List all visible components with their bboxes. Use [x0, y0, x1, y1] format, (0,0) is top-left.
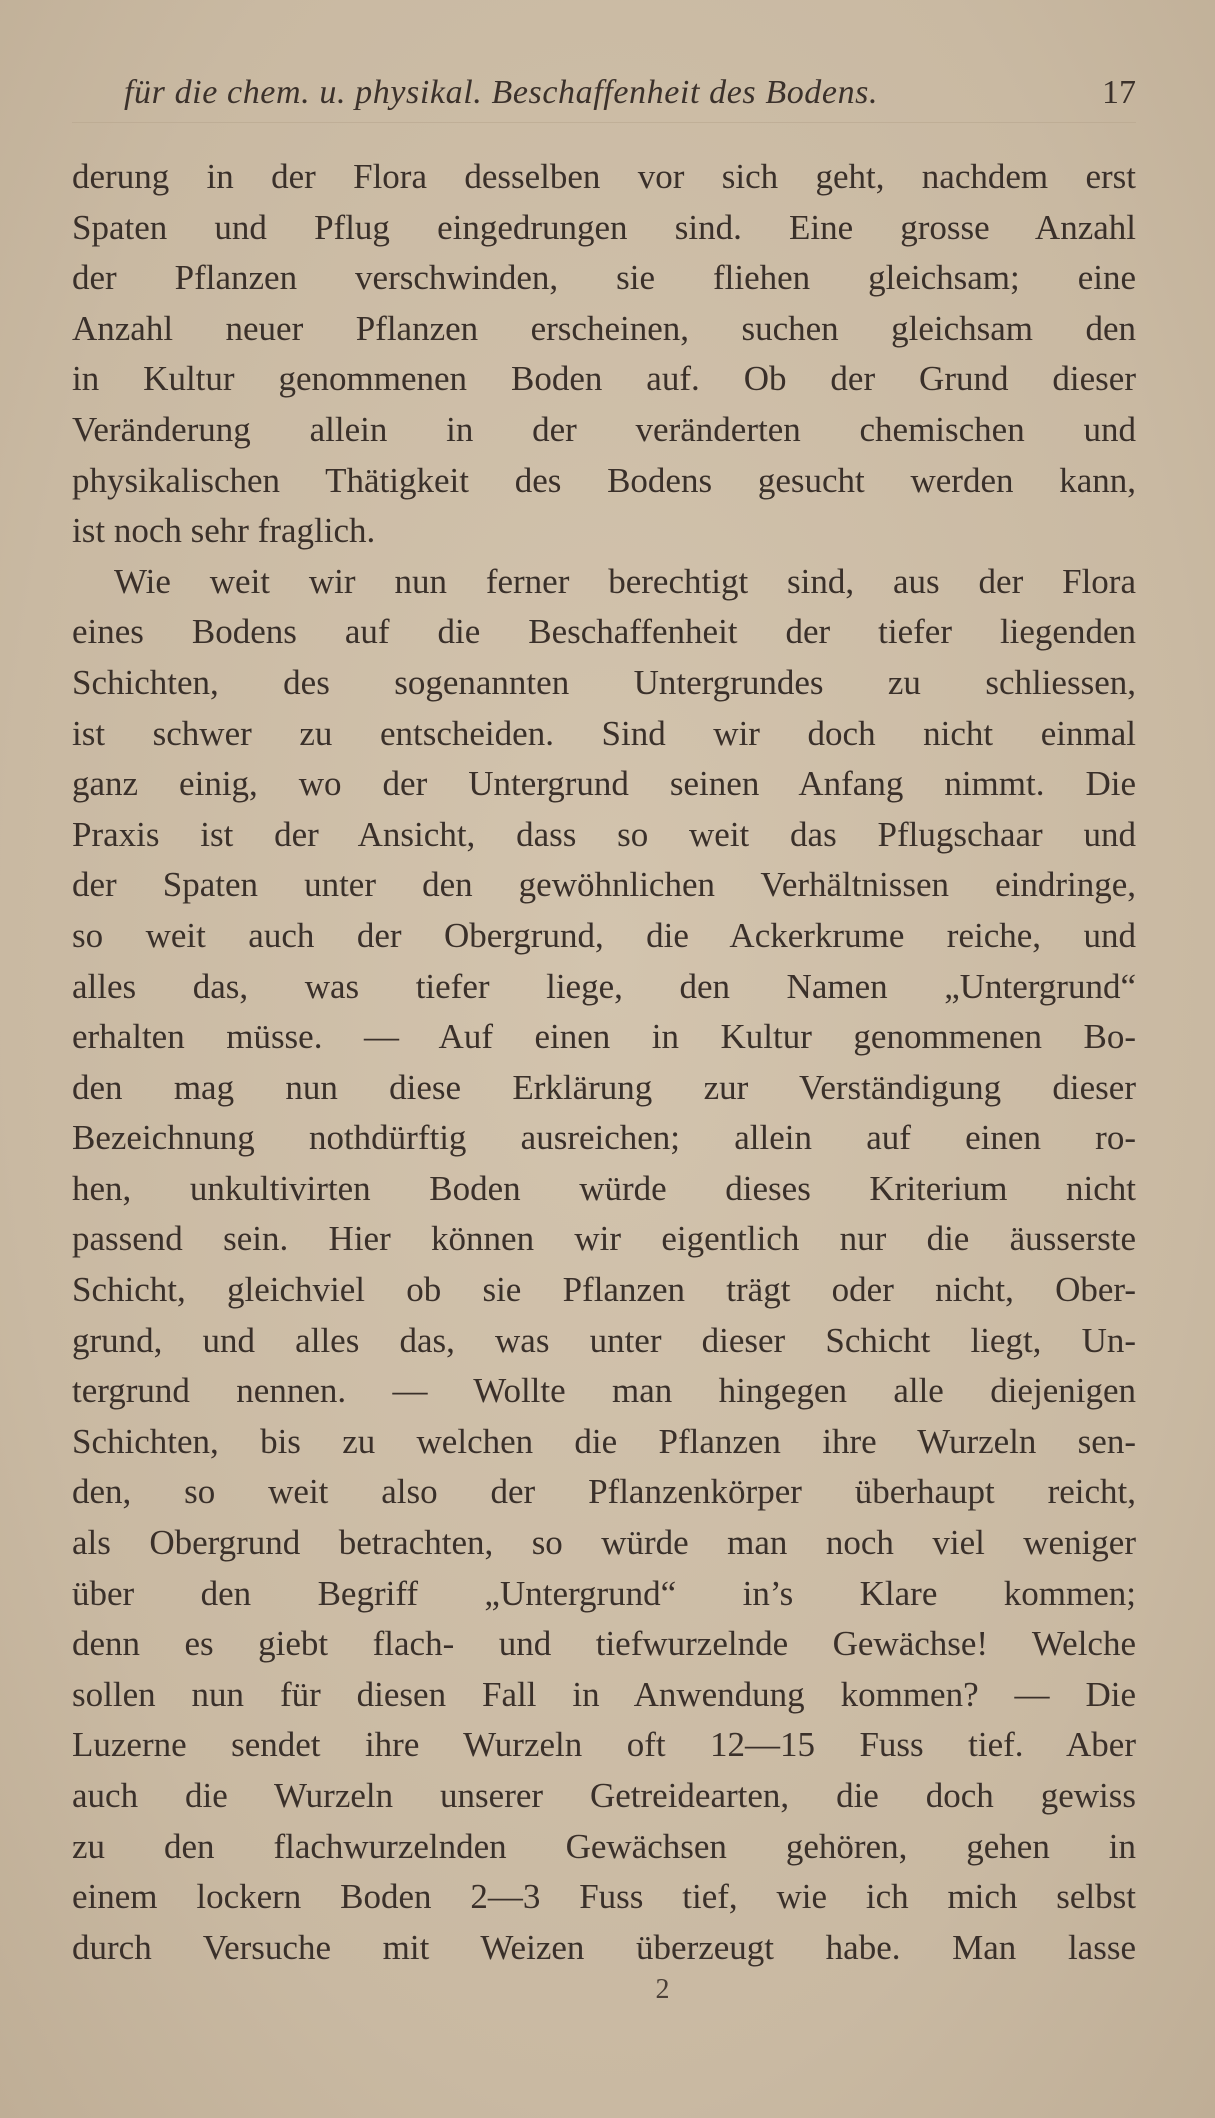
- text-line: Veränderung allein in der veränderten chemischen und: [72, 409, 1136, 449]
- text-line: alles das, was tiefer liege, den Namen „Untergrund“: [72, 966, 1136, 1006]
- body-text: [72, 152, 1136, 1973]
- text-line: zu den flachwurzelnden Gewächsen gehören, gehen in: [72, 1826, 1136, 1866]
- text-line: den mag nun diese Erklärung zur Verständigung dieser: [72, 1067, 1136, 1107]
- text-line: erhalten müsse. — Auf einen in Kultur genommenen Bo-: [72, 1017, 1136, 1057]
- text-line: auch die Wurzeln unserer Getreidearten, die doch gewiss: [72, 1776, 1136, 1815]
- text-line: ist schwer zu entscheiden. Sind wir doch nicht einmal: [72, 713, 1136, 753]
- text-line: als Obergrund betrachten, so würde man noch viel weniger: [72, 1523, 1136, 1563]
- text-line: grund, und alles das, was unter dieser Schicht liegt, Un-: [72, 1320, 1136, 1360]
- text-line: ist noch sehr fraglich.: [72, 511, 376, 551]
- text-line: hen, unkultivirten Boden würde dieses Kriterium nicht: [72, 1168, 1136, 1208]
- running-head: [72, 68, 1136, 118]
- page-number: 17: [1102, 74, 1136, 111]
- text-line: über den Begriff „Untergrund“ in’s Klare kommen;: [72, 1573, 1136, 1613]
- text-line: Wie weit wir nun ferner berechtigt sind, aus der Flora: [114, 561, 1136, 601]
- running-head-title: für die chem. u. physikal. Beschaffenheit des Bodens.: [124, 74, 879, 111]
- text-line: sollen nun für diesen Fall in Anwendung kommen? — Die: [72, 1674, 1136, 1714]
- text-line: Anzahl neuer Pflanzen erscheinen, suchen gleichsam den: [72, 308, 1136, 348]
- text-line: Schicht, gleichviel ob sie Pflanzen trägt oder nicht, Ober-: [72, 1270, 1136, 1310]
- text-line: Praxis ist der Ansicht, dass so weit das Pflugschaar und: [72, 814, 1136, 854]
- text-line: der Spaten unter den gewöhnlichen Verhältnissen eindringe,: [72, 865, 1136, 905]
- text-line: tergrund nennen. — Wollte man hingegen alle diejenigen: [72, 1371, 1136, 1411]
- text-line: so weit auch der Obergrund, die Ackerkrume reiche, und: [72, 915, 1136, 955]
- text-line: in Kultur genommenen Boden auf. Ob der Grund dieser: [72, 359, 1136, 399]
- text-line: ganz einig, wo der Untergrund seinen Anfang nimmt. Die: [72, 764, 1136, 804]
- text-line: passend sein. Hier können wir eigentlich nur die äusserste: [72, 1219, 1136, 1259]
- text-line: durch Versuche mit Weizen überzeugt habe. Man lasse: [72, 1927, 1136, 1967]
- text-line: Schichten, bis zu welchen die Pflanzen ihre Wurzeln sen-: [72, 1421, 1136, 1461]
- text-line: Schichten, des sogenannten Untergrundes zu schliessen,: [72, 662, 1136, 702]
- text-line: derung in der Flora desselben vor sich geht, nachdem erst: [72, 157, 1136, 196]
- text-line: Spaten und Pflug eingedrungen sind. Eine grosse Anzahl: [72, 207, 1136, 247]
- header-divider: [72, 122, 1136, 123]
- text-line: der Pflanzen verschwinden, sie fliehen gleichsam; eine: [72, 258, 1136, 298]
- signature-mark: [0, 1974, 1215, 2006]
- signature-number: 2: [655, 1974, 670, 2005]
- text-line: Luzerne sendet ihre Wurzeln oft 12—15 Fuss tief. Aber: [72, 1725, 1136, 1765]
- text-line: physikalischen Thätigkeit des Bodens gesucht werden kann,: [72, 460, 1136, 500]
- text-line: denn es giebt flach- und tiefwurzelnde Gewächse! Welche: [72, 1624, 1136, 1664]
- text-line: einem lockern Boden 2—3 Fuss tief, wie ich mich selbst: [72, 1877, 1136, 1917]
- text-line: den, so weit also der Pflanzenkörper überhaupt reicht,: [72, 1472, 1136, 1512]
- text-line: eines Bodens auf die Beschaffenheit der tiefer liegenden: [72, 612, 1136, 652]
- text-line: Bezeichnung nothdürftig ausreichen; allein auf einen ro-: [72, 1118, 1136, 1158]
